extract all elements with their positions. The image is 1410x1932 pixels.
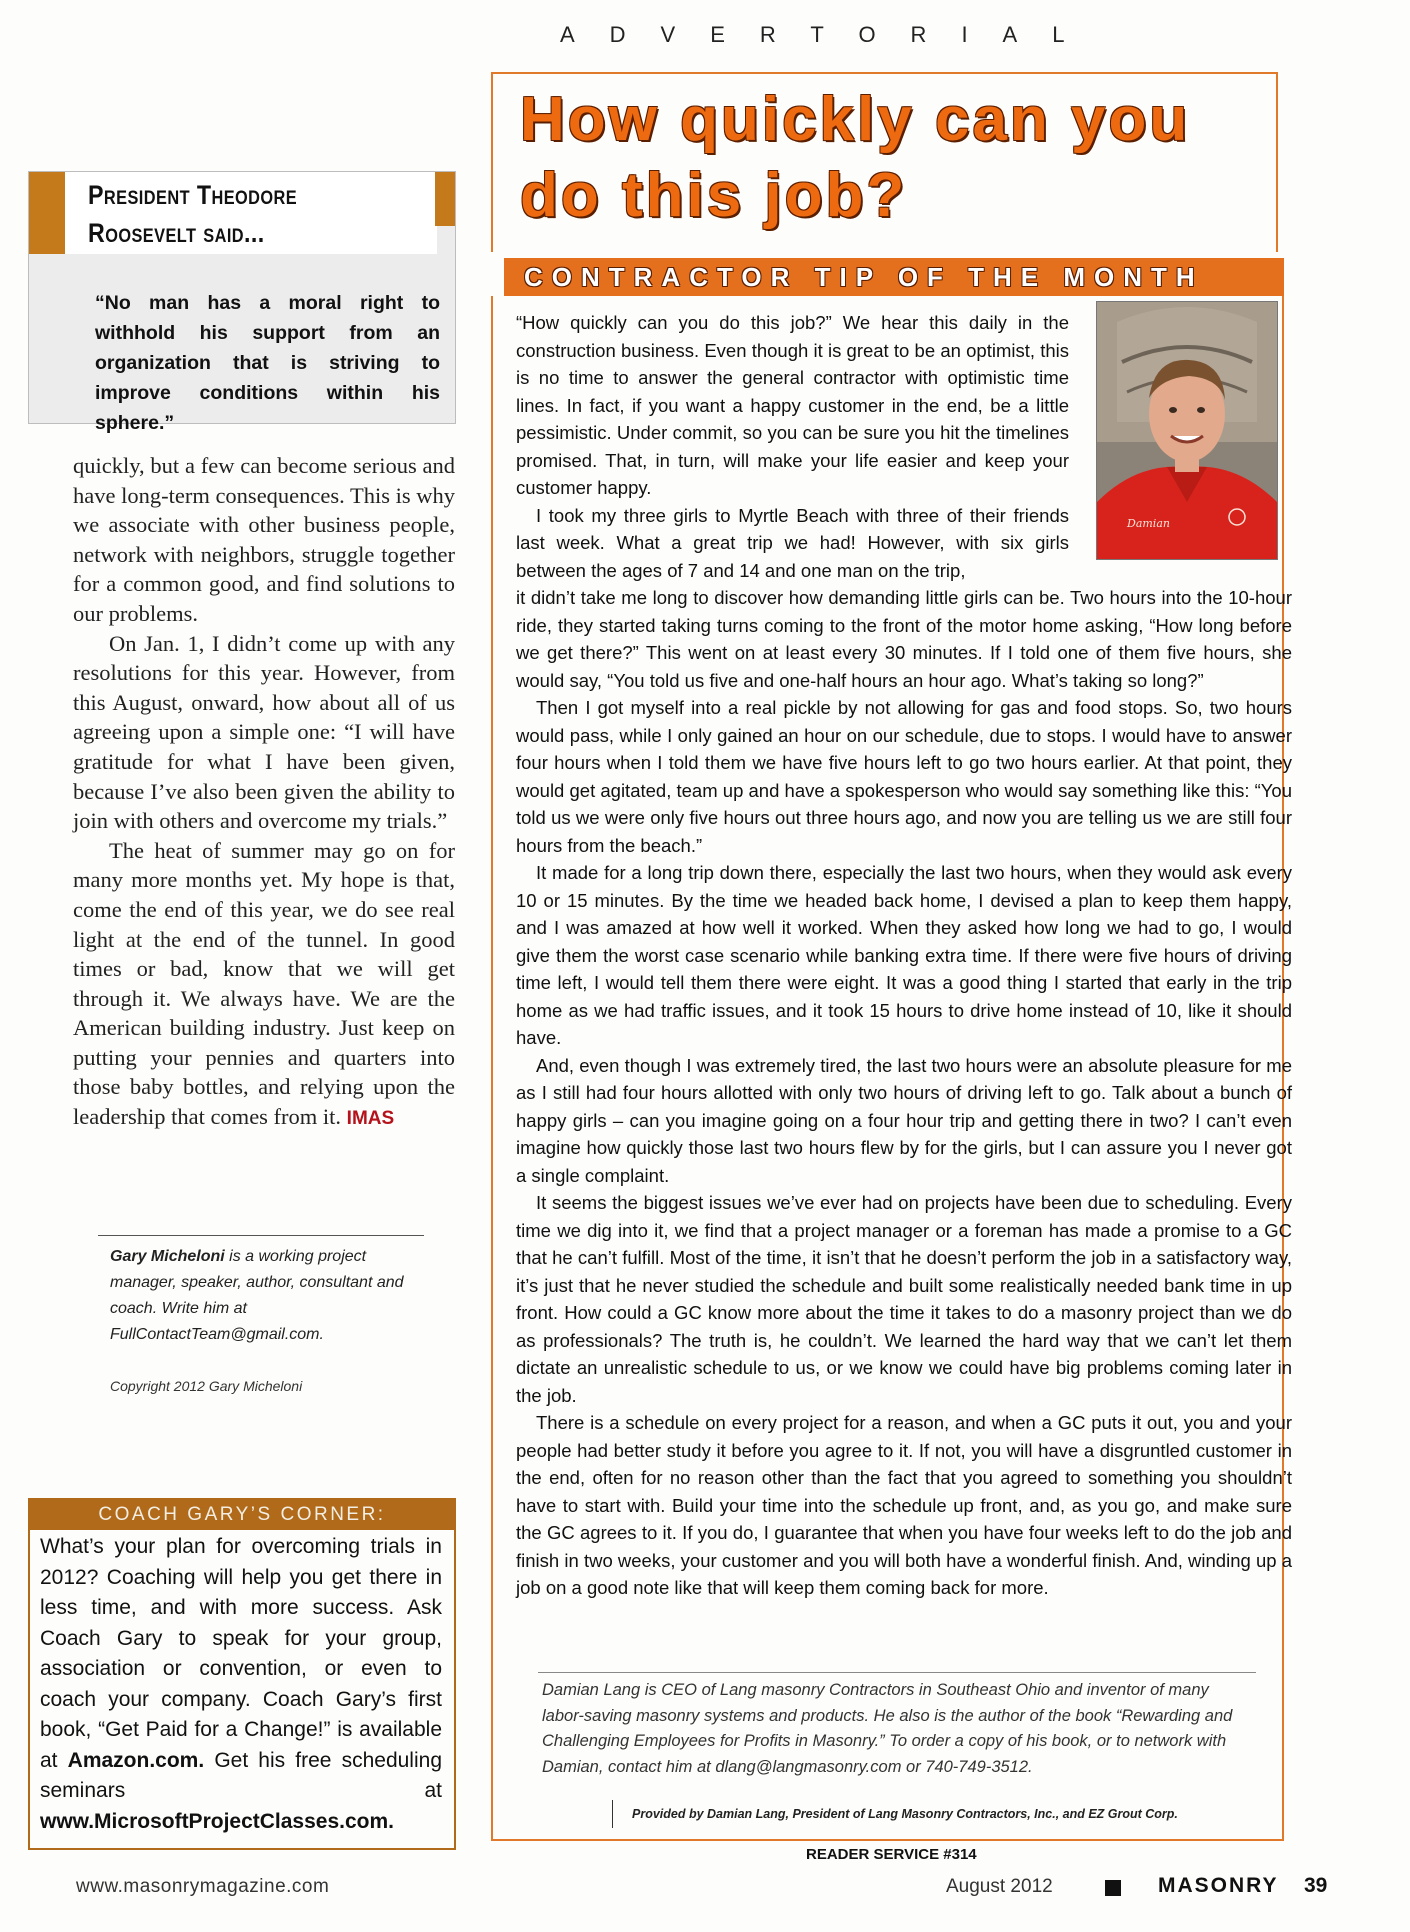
author-bio-text: is a working project manager, speaker, author, consultant and coach. Write him at FullContactTeam@gmail.com. xyxy=(110,1248,404,1343)
left-column-body xyxy=(73,451,455,1134)
author-name: Gary Micheloni xyxy=(110,1248,225,1265)
provided-by: Provided by Damian Lang, President of Lang Masonry Contractors, Inc., and EZ Grout Corp. xyxy=(632,1807,1178,1821)
article-bio-divider xyxy=(538,1672,1256,1673)
article-author-bio: Damian Lang is CEO of Lang masonry Contractors in Southeast Ohio and inventor of many labor-saving masonry systems and products. He also is the author of the book “Rewarding and Challenging Employees for Profits in Masonry.” To order a copy of his book, or to network with Damian, contact him at dlang@langmasonry.com or 740-749-3512. xyxy=(542,1681,1233,1776)
left-paragraph-2: On Jan. 1, I didn’t come up with any resolutions for this year. However, from this August, onward, how about all of us agreeing upon a simple one: “I will have gratitude for what I have been given, because I’ve also been given the ability to join with others and overcome my trials.” xyxy=(73,630,455,834)
project-classes-link[interactable]: www.MicrosoftProjectClasses.com. xyxy=(40,1809,394,1833)
copyright: Copyright 2012 Gary Micheloni xyxy=(110,1378,303,1394)
section-label: ADVERTORIAL xyxy=(560,22,1100,47)
quote-box-accent-right xyxy=(435,172,455,226)
coach-corner-title: COACH GARY’S CORNER: xyxy=(30,1500,454,1530)
article-paragraph-5: It made for a long trip down there, especially the last two hours, when they would ask every 10 or 15 minutes. By the time we headed back home, I devised a plan to keep them happy, and I was amazed at how well it worked. When they asked how long we had to go, I would give them the worst case scenario while banking extra time. If there were five hours of driving time left, I would tell them there were eight. It was a good thing I started that early in the trip home as we had traffic issues, and it took 15 hours to drive home instead of 10, like it should have. xyxy=(516,862,1292,1048)
left-paragraph-3-text: The heat of summer may go on for many more months yet. My hope is that, come the end of this year, we do see real light at the end of the tunnel. In good times or bad, know that we will get through it. We always have. We are the American building industry. Just keep on putting your pennies and quarters into those baby bottles, and relying upon the leadership that comes from it. xyxy=(73,837,455,1130)
tip-of-month-bar: CONTRACTOR TIP OF THE MONTH xyxy=(504,258,1284,296)
coach-corner-box xyxy=(28,1498,456,1850)
coach-corner-text xyxy=(40,1532,442,1837)
article-paragraph-3: it didn’t take me long to discover how demanding little girls can be. Two hours into the 10-hour ride, they started taking turns coming to the front of the motor home asking, “How long before we get there?” This went on at least every 30 minutes. If I told one of them five hours, she would say, “You told us five and one-half hours an hour ago. What’s taking so long?” xyxy=(516,587,1292,691)
left-paragraph-3 xyxy=(73,836,455,1134)
article-paragraph-2: I took my three girls to Myrtle Beach with three of their friends last week. What a great trip we had! However, with six girls between the ages of 7 and 14 and one man on the trip, xyxy=(516,504,1069,581)
quote-title xyxy=(88,176,372,252)
amazon-link[interactable]: Amazon.com. xyxy=(67,1748,205,1772)
footer-magazine: MASONRY xyxy=(1158,1874,1279,1897)
article-paragraph-7: It seems the biggest issues we’ve ever had on projects have been due to scheduling. Every time we dig into it, we find that a project manager or a foreman has made a promise to a GC that he can’t fulfill. Most of the time, it isn’t that he doesn’t perform the job in a satisfactory way, it’s just that he never studied the schedule and built some realistically needed bank time in up front. How could a GC know more about the time it takes to do a masonry project than we do as professionals? The truth is, he couldn’t. We learned the hard way that we can’t let them dictate an unrealistic schedule to us, or we know we could have big problems coming later in the job. xyxy=(516,1192,1292,1406)
article-headline: How quickly can you do this job? xyxy=(520,85,1191,230)
footer-square-icon xyxy=(1105,1880,1121,1896)
coach-text-mid: Get his free scheduling seminars at xyxy=(40,1748,442,1802)
coach-text-intro: What’s your plan for overcoming trials in 2012? Coaching will help you get there in less time, and with more success. Ask Coach Gary to speak for your group, association or convention, or even to coach your company. Coach Gary’s first book, “Get Paid for a Change!” is available at xyxy=(40,1535,442,1772)
article-body xyxy=(516,309,1292,1602)
quote-box xyxy=(28,171,456,434)
author-divider xyxy=(98,1235,424,1236)
shirt-name-text: Damian xyxy=(1127,517,1170,530)
end-mark: IMAS xyxy=(346,1108,395,1130)
quote-title-line1: President Theodore xyxy=(88,180,298,210)
article-paragraph-4: Then I got myself into a real pickle by not allowing for gas and food stops. So, two hours would pass, while I only gained an hour on our schedule, due to stops. I would have to answer four hours when I told them we have five hours left to go two hours earlier. At that point, they would get agitated, team up and have a spokesperson who would say something like this: “You told us we were only five hours out three hours ago, and now you are telling us we are still four hours from the beach.” xyxy=(516,697,1292,856)
page-number: 39 xyxy=(1304,1874,1328,1897)
quote-box-accent-left xyxy=(29,172,65,254)
quote-text: “No man has a moral right to withhold his support from an organization that is striving to improve conditions within his sphere.” xyxy=(95,292,440,434)
left-paragraph-1: quickly, but a few can become serious and have long-term consequences. This is why we associate with other business people, network with neighbors, struggle together for a common good, and find solutions to our problems. xyxy=(73,453,455,626)
footer-date: August 2012 xyxy=(946,1876,1053,1897)
article-paragraph-6: And, even though I was extremely tired, the last two hours were an absolute pleasure for me as I still had four hours allotted with only two hours of driving left to go. Talk about a bunch of happy girls – can you imagine going on a four hour trip and getting there in two? I can’t even imagine how quickly those last two hours flew by for the girls, but I can assure you I never got a single complaint. xyxy=(516,1054,1292,1186)
article-paragraph-8: There is a schedule on every project for a reason, and when a GC puts it out, you and your people had better study it before you agree to it. If not, you will have a disgruntled customer in the end, often for no reason other than the fact that you agreed to something you shouldn’t have to start with. Build your time into the schedule up front, and, as you go, and make sure the GC agrees to it. If you do, I guarantee that when you have four weeks left to do the job and finish in two weeks, your customer and you will both have a wonderful finish. And, winding up a job on a good note like that will keep them coming back for more. xyxy=(516,1412,1292,1598)
footer-url[interactable]: www.masonrymagazine.com xyxy=(76,1876,330,1897)
quote-title-line2: Roosevelt said... xyxy=(88,218,265,248)
article-paragraph-1: “How quickly can you do this job?” We hear this daily in the construction business. Even though it is great to be an optimist, this is no time to answer the general contractor with optimistic time lines. In fact, if you want a happy customer in the end, be a little pessimistic. Under commit, so you can be sure you hit the timelines promised. That, in turn, will make your life easier and keep your customer happy. xyxy=(516,312,1069,498)
author-bio xyxy=(110,1244,430,1348)
provided-divider xyxy=(612,1800,613,1828)
reader-service: READER SERVICE #314 xyxy=(806,1846,977,1863)
